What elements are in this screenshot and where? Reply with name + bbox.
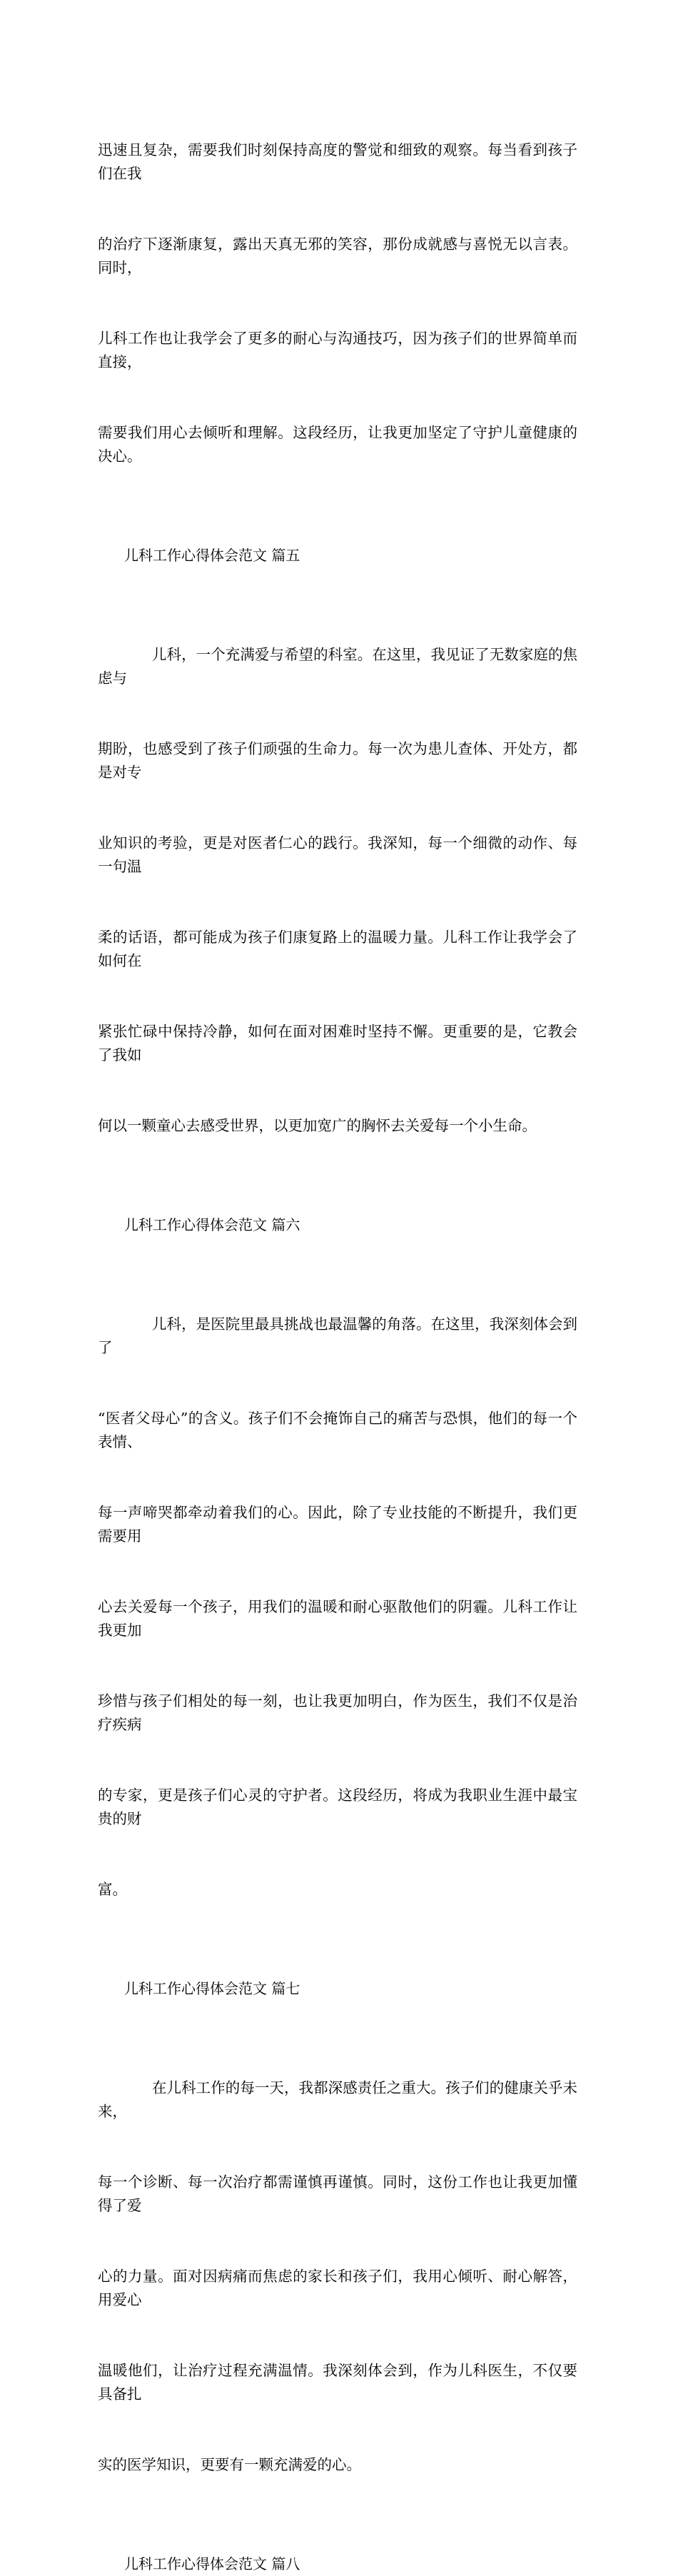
text-line: 在儿科工作的每一天，我都深感责任之重大。孩子们的健康关乎未来， [98,2079,577,2120]
text-line: 期盼，也感受到了孩子们顽强的生命力。每一次为患儿查体、开处方，都是对专 [98,740,577,781]
text-line: 的治疗下逐渐康复，露出天真无邪的笑容，那份成就感与喜悦无以言表。同时， [98,236,577,276]
section-paragraph-5 [98,596,577,1185]
document-body [98,91,577,2576]
section-heading-7: 儿科工作心得体会范文 篇七 [124,1980,300,1997]
text-line: 紧张忙碌中保持冷静，如何在面对困难时坚持不懈。更重要的是，它教会了我如 [98,1023,577,1064]
text-line: 迅速且复杂，需要我们时刻保持高度的警觉和细致的观察。每当看到孩子们在我 [98,141,577,182]
text-line: 珍惜与孩子们相处的每一刻，也让我更加明白，作为医生，我们不仅是治疗疾病 [98,1692,577,1733]
text-line: 儿科，是医院里最具挑战也最温馨的角落。在这里，我深刻体会到了 [98,1315,577,1356]
text-line: 儿科工作也让我学会了更多的耐心与沟通技巧，因为孩子们的世界简单而直接， [98,330,577,370]
text-line: 心的力量。面对因病痛而焦虑的家长和孩子们，我用心倾听、耐心解答，用爱心 [98,2268,577,2308]
text-line: 的专家，更是孩子们心灵的守护者。这段经历，将成为我职业生涯中最宝贵的财 [98,1787,577,1827]
text-line: 儿科，一个充满爱与希望的科室。在这里，我见证了无数家庭的焦虑与 [98,646,577,687]
text-line: 每一个诊断、每一次治疗都需谨慎再谨慎。同时，这份工作也让我更加懂得了爱 [98,2173,577,2214]
section-heading-6: 儿科工作心得体会范文 篇六 [124,1216,300,1233]
text-line: 每一声啼哭都牵动着我们的心。因此，除了专业技能的不断提升，我们更需要用 [98,1504,577,1545]
section-paragraph-7 [98,2029,577,2524]
section-paragraph-6 [98,1266,577,1949]
section-heading-5: 儿科工作心得体会范文 篇五 [124,547,300,564]
text-line: 富。 [98,1881,127,1898]
section-heading-8: 儿科工作心得体会范文 篇八 [124,2555,300,2572]
text-line: 柔的话语，都可能成为孩子们康复路上的温暖力量。儿科工作让我学会了如何在 [98,929,577,969]
text-line: 温暖他们，让治疗过程充满温情。我深刻体会到，作为儿科医生，不仅要具备扎 [98,2362,577,2403]
text-line: “医者父母心”的含义。孩子们不会掩饰自己的痛苦与恐惧，他们的每一个表情、 [98,1410,577,1450]
intro-paragraph [98,91,577,515]
text-line: 何以一颗童心去感受世界，以更加宽广的胸怀去关爱每一个小生命。 [98,1117,537,1134]
text-line: 实的医学知识，更要有一颗充满爱的心。 [98,2456,361,2473]
text-line: 心去关爱每一个孩子，用我们的温暖和耐心驱散他们的阴霾。儿科工作让我更加 [98,1598,577,1639]
text-line: 业知识的考验，更是对医者仁心的践行。我深知，每一个细微的动作、每一句温 [98,834,577,875]
text-line: 需要我们用心去倾听和理解。这段经历，让我更加坚定了守护儿童健康的决心。 [98,424,577,465]
